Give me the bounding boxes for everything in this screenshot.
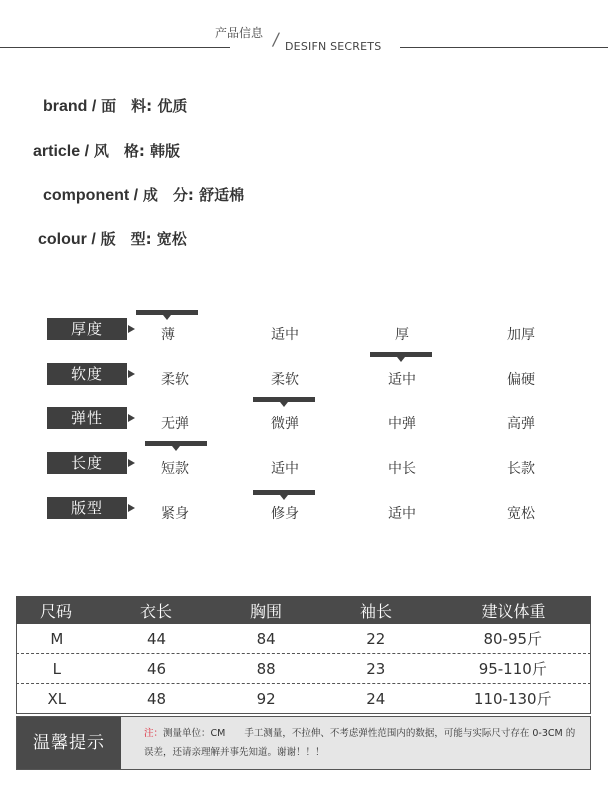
header-title-en: DESIFN SECRETS <box>285 40 382 53</box>
col-size: 尺码 <box>39 601 72 621</box>
info-component-value: 成 分: 舒适棉 <box>142 186 245 204</box>
cell-length: 46 <box>146 659 167 678</box>
cell-weight: 80-95斤 <box>483 630 543 648</box>
table-row <box>16 624 591 654</box>
attr-label-thickness <box>47 318 127 340</box>
attr-option: 中长 <box>388 461 416 477</box>
cell-chest: 88 <box>256 659 276 678</box>
table-row <box>16 684 591 714</box>
attr-option: 适中 <box>271 461 299 477</box>
cell-size: M <box>50 629 64 648</box>
info-brand-key: brand / <box>43 98 97 115</box>
attr-option: 加厚 <box>507 327 535 343</box>
tip-note-body: 测量单位：CM 手工测量，不拉伸、不考虑弹性范围内的数据，可能与实际尺寸存在 0-3CM 的误差，还请亲理解并事先知道。谢谢！！！ <box>144 728 576 758</box>
info-article-value: 风 格: 韩版 <box>93 142 181 160</box>
attr-option: 适中 <box>388 372 416 388</box>
col-length: 衣长 <box>139 601 172 621</box>
table-row <box>16 654 591 684</box>
arrow-right-icon <box>128 414 135 422</box>
attr-option: 宽松 <box>507 506 535 522</box>
attr-option: 柔软 <box>271 372 299 388</box>
cell-size: XL <box>47 689 67 708</box>
cell-sleeve: 23 <box>366 659 386 678</box>
attr-option: 柔软 <box>161 372 189 388</box>
info-brand-value: 面 料: 优质 <box>101 97 188 115</box>
info-brand <box>43 95 187 116</box>
cell-length: 44 <box>146 629 167 648</box>
attr-option: 紧身 <box>161 506 189 522</box>
attr-label-elasticity <box>47 407 127 429</box>
attr-label-text: 厚度 <box>70 320 103 338</box>
tip-label: 温馨提示 <box>17 717 121 769</box>
attr-label-text: 软度 <box>70 365 103 383</box>
selection-marker <box>253 397 315 402</box>
tip-box <box>16 716 591 770</box>
attr-option: 薄 <box>161 327 175 343</box>
attr-option: 适中 <box>271 327 299 343</box>
attr-option: 高弹 <box>507 416 535 432</box>
attr-option: 无弹 <box>161 416 189 432</box>
cell-weight: 95-110斤 <box>478 660 547 678</box>
attr-label-text: 长度 <box>70 454 103 472</box>
arrow-right-icon <box>128 370 135 378</box>
tip-note-prefix: 注： <box>144 728 164 739</box>
cell-sleeve: 22 <box>366 629 386 648</box>
selection-marker <box>253 490 315 495</box>
attr-option: 长款 <box>507 461 535 477</box>
cell-length: 48 <box>146 689 167 708</box>
cell-sleeve: 24 <box>366 689 386 708</box>
attr-label-length <box>47 452 127 474</box>
info-colour-key: colour / <box>38 231 96 248</box>
attr-label-text: 弹性 <box>70 409 103 427</box>
size-table-header <box>16 596 591 624</box>
attr-label-fit <box>47 497 127 519</box>
attr-label-softness <box>47 363 127 385</box>
info-colour-value: 版 型: 宽松 <box>100 230 187 248</box>
header-title-cn: 产品信息 <box>215 26 264 40</box>
cell-weight: 110-130斤 <box>473 690 552 708</box>
cell-chest: 84 <box>256 629 276 648</box>
arrow-right-icon <box>128 459 135 467</box>
cell-size: L <box>52 659 62 678</box>
info-article-key: article / <box>33 143 90 160</box>
attr-label-text: 版型 <box>70 499 103 517</box>
info-component <box>43 184 244 205</box>
attr-option: 微弹 <box>271 416 299 432</box>
attr-option: 中弹 <box>388 416 416 432</box>
size-table <box>16 596 591 714</box>
attr-option: 修身 <box>271 506 299 522</box>
arrow-right-icon <box>128 504 135 512</box>
col-weight: 建议体重 <box>481 601 546 621</box>
cell-chest: 92 <box>256 689 276 708</box>
attr-option: 厚 <box>395 327 409 343</box>
info-article <box>33 140 180 161</box>
info-colour <box>38 228 187 249</box>
header-slash: / <box>271 30 281 50</box>
attr-option: 短款 <box>161 461 189 477</box>
selection-marker <box>136 310 198 315</box>
tip-text <box>144 724 584 762</box>
selection-marker <box>370 352 432 357</box>
selection-marker <box>145 441 207 446</box>
info-component-key: component / <box>43 187 139 204</box>
attr-option: 偏硬 <box>507 372 535 388</box>
header-line-right <box>400 47 608 48</box>
col-chest: 胸围 <box>249 601 282 621</box>
col-sleeve: 袖长 <box>359 601 392 621</box>
header-line-left <box>0 47 230 48</box>
attr-option: 适中 <box>388 506 416 522</box>
